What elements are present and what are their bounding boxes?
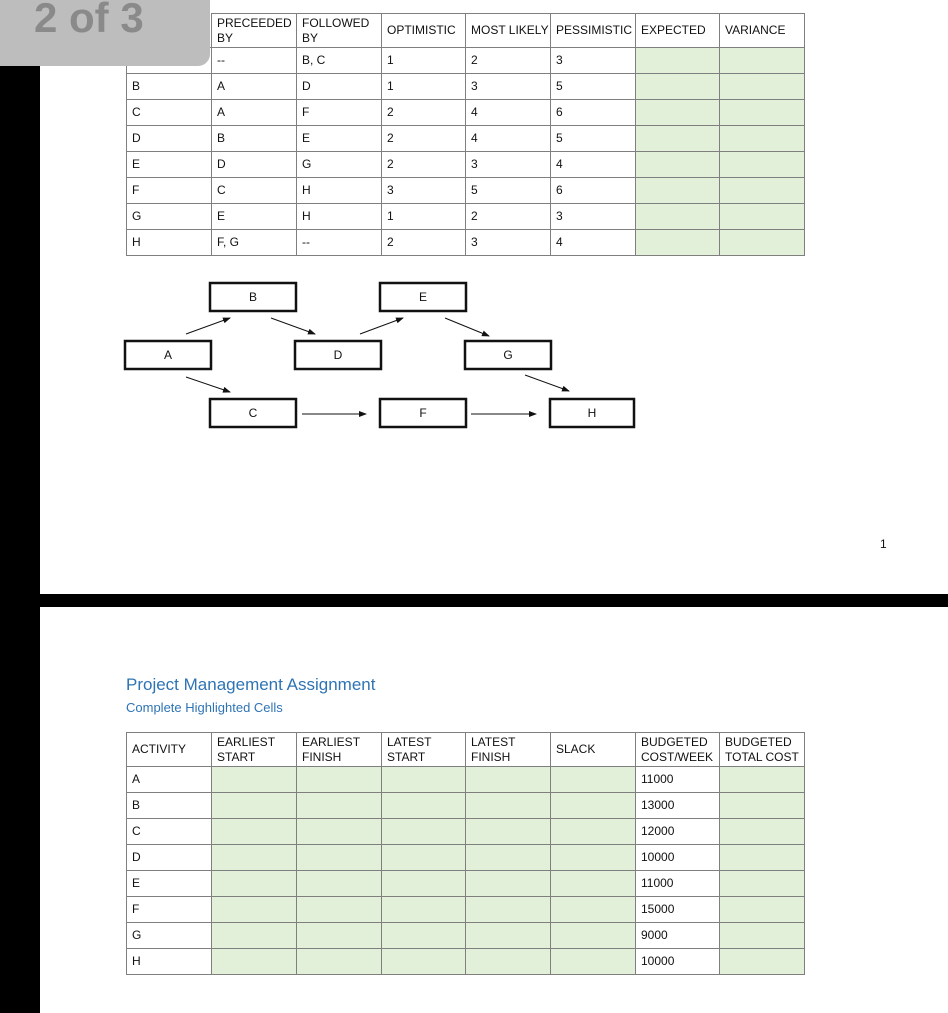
input-cell-latest-start[interactable] (382, 767, 466, 793)
input-cell-latest-start[interactable] (382, 923, 466, 949)
header-activity: ACTIVITY (127, 733, 212, 767)
node-f (380, 399, 466, 427)
input-cell-earliest-start[interactable] (212, 897, 297, 923)
input-cell-latest-finish[interactable] (466, 793, 551, 819)
header-optimistic: OPTIMISTIC (382, 14, 466, 48)
cell-activity: A (127, 767, 212, 793)
node-e (380, 283, 466, 311)
cell-preceeded-by: E (212, 204, 297, 230)
cell-activity: E (127, 152, 212, 178)
input-cell-slack[interactable] (551, 923, 636, 949)
cell-activity: C (127, 100, 212, 126)
node-a-label: A (163, 348, 173, 362)
cell-followed-by: D (297, 74, 382, 100)
cell-budgeted-cost-week: 10000 (636, 949, 720, 975)
header-variance: VARIANCE (720, 14, 805, 48)
table-row (127, 793, 805, 819)
input-cell-latest-finish[interactable] (466, 819, 551, 845)
node-a (125, 341, 211, 369)
input-cell-latest-start[interactable] (382, 949, 466, 975)
cell-followed-by: F (297, 100, 382, 126)
table-row (127, 897, 805, 923)
input-cell-earliest-finish[interactable] (297, 819, 382, 845)
table-row (127, 74, 805, 100)
header-pessimistic: PESSIMISTIC (551, 14, 636, 48)
input-cell-earliest-finish[interactable] (297, 949, 382, 975)
cell-optimistic: 3 (382, 178, 466, 204)
cell-budgeted-cost-week: 11000 (636, 871, 720, 897)
input-cell-earliest-finish[interactable] (297, 767, 382, 793)
cell-followed-by: B, C (297, 48, 382, 74)
input-cell-earliest-start[interactable] (212, 845, 297, 871)
cell-budgeted-cost-week: 10000 (636, 845, 720, 871)
cell-preceeded-by: A (212, 74, 297, 100)
input-cell-earliest-finish[interactable] (297, 793, 382, 819)
table-row (127, 949, 805, 975)
cell-preceeded-by: A (212, 100, 297, 126)
cell-most-likely: 3 (466, 230, 551, 256)
input-cell-expected[interactable] (636, 204, 720, 230)
input-cell-earliest-start[interactable] (212, 871, 297, 897)
cell-activity: H (127, 230, 212, 256)
node-b-label: B (248, 290, 258, 304)
cell-preceeded-by: -- (212, 48, 297, 74)
cell-pessimistic: 3 (551, 204, 636, 230)
input-cell-latest-finish[interactable] (466, 871, 551, 897)
cell-activity: F (127, 178, 212, 204)
table-header-row (127, 733, 805, 767)
cell-followed-by: H (297, 204, 382, 230)
input-cell-expected[interactable] (636, 152, 720, 178)
input-cell-earliest-finish[interactable] (297, 897, 382, 923)
document-page-1 (40, 0, 948, 594)
input-cell-variance[interactable] (720, 204, 805, 230)
input-cell-slack[interactable] (551, 897, 636, 923)
edge-g-h (525, 375, 569, 391)
cell-optimistic: 2 (382, 152, 466, 178)
input-cell-earliest-start[interactable] (212, 923, 297, 949)
cell-preceeded-by: C (212, 178, 297, 204)
table-row (127, 767, 805, 793)
input-cell-latest-finish[interactable] (466, 897, 551, 923)
edge-e-g (445, 318, 489, 336)
document-page-2 (40, 607, 948, 1013)
cell-pessimistic: 6 (551, 100, 636, 126)
cell-preceeded-by: B (212, 126, 297, 152)
input-cell-latest-start[interactable] (382, 819, 466, 845)
cell-activity: C (127, 819, 212, 845)
assignment-title: Project Management Assignment (126, 675, 376, 694)
input-cell-latest-start[interactable] (382, 845, 466, 871)
table-header-row (127, 14, 805, 48)
cell-activity: D (127, 845, 212, 871)
input-cell-earliest-finish[interactable] (297, 871, 382, 897)
table-row (127, 923, 805, 949)
input-cell-expected[interactable] (636, 126, 720, 152)
page-indicator-badge: 2 of 3 (0, 0, 210, 66)
input-cell-earliest-start[interactable] (212, 793, 297, 819)
input-cell-expected[interactable] (636, 74, 720, 100)
header-earliest-start: EARLIEST START (212, 733, 297, 767)
cell-pessimistic: 4 (551, 152, 636, 178)
header-budgeted-cost-week: BUDGETED COST/WEEK (636, 733, 720, 767)
cell-most-likely: 3 (466, 74, 551, 100)
cell-activity: G (127, 923, 212, 949)
table-row (127, 48, 805, 74)
schedule-cost-table (126, 732, 805, 975)
cell-activity: D (127, 126, 212, 152)
cell-pessimistic: 5 (551, 126, 636, 152)
input-cell-variance[interactable] (720, 100, 805, 126)
cell-budgeted-cost-week: 11000 (636, 767, 720, 793)
input-cell-expected[interactable] (636, 230, 720, 256)
cell-optimistic: 2 (382, 100, 466, 126)
cell-most-likely: 5 (466, 178, 551, 204)
node-c-label: C (248, 406, 258, 420)
header-followed-by: FOLLOWED BY (297, 14, 382, 48)
input-cell-variance[interactable] (720, 126, 805, 152)
cell-budgeted-cost-week: 13000 (636, 793, 720, 819)
cell-followed-by: G (297, 152, 382, 178)
cell-optimistic: 2 (382, 230, 466, 256)
cell-pessimistic: 5 (551, 74, 636, 100)
activity-estimates-table (126, 13, 805, 256)
edge-a-c (186, 377, 230, 392)
table-row (127, 871, 805, 897)
input-cell-latest-start[interactable] (382, 793, 466, 819)
input-cell-expected[interactable] (636, 100, 720, 126)
cell-pessimistic: 3 (551, 48, 636, 74)
input-cell-latest-start[interactable] (382, 871, 466, 897)
input-cell-latest-finish[interactable] (466, 767, 551, 793)
cell-budgeted-cost-week: 9000 (636, 923, 720, 949)
cell-preceeded-by: D (212, 152, 297, 178)
cell-activity: E (127, 871, 212, 897)
input-cell-budgeted-total-cost[interactable] (720, 793, 805, 819)
cell-most-likely: 4 (466, 126, 551, 152)
input-cell-slack[interactable] (551, 949, 636, 975)
table-row (127, 230, 805, 256)
input-cell-latest-finish[interactable] (466, 949, 551, 975)
assignment-subtitle: Complete Highlighted Cells (126, 700, 283, 715)
cell-followed-by: -- (297, 230, 382, 256)
table-row (127, 178, 805, 204)
input-cell-variance[interactable] (720, 178, 805, 204)
header-slack: SLACK (551, 733, 636, 767)
node-c (210, 399, 296, 427)
cell-activity: G (127, 204, 212, 230)
header-most-likely: MOST LIKELY (466, 14, 551, 48)
cell-preceeded-by: F, G (212, 230, 297, 256)
input-cell-slack[interactable] (551, 845, 636, 871)
input-cell-latest-start[interactable] (382, 897, 466, 923)
input-cell-latest-finish[interactable] (466, 845, 551, 871)
input-cell-budgeted-total-cost[interactable] (720, 923, 805, 949)
input-cell-slack[interactable] (551, 767, 636, 793)
edge-a-b (186, 318, 230, 334)
node-g (465, 341, 551, 369)
cell-most-likely: 2 (466, 204, 551, 230)
input-cell-variance[interactable] (720, 74, 805, 100)
input-cell-budgeted-total-cost[interactable] (720, 819, 805, 845)
cell-optimistic: 1 (382, 48, 466, 74)
input-cell-budgeted-total-cost[interactable] (720, 897, 805, 923)
node-f-label: F (419, 406, 427, 420)
input-cell-budgeted-total-cost[interactable] (720, 949, 805, 975)
header-preceeded-by: PRECEEDED BY (212, 14, 297, 48)
input-cell-budgeted-total-cost[interactable] (720, 871, 805, 897)
input-cell-slack[interactable] (551, 819, 636, 845)
header-latest-finish: LATEST FINISH (466, 733, 551, 767)
node-b (210, 283, 296, 311)
cell-most-likely: 2 (466, 48, 551, 74)
table-row (127, 845, 805, 871)
cell-optimistic: 2 (382, 126, 466, 152)
input-cell-earliest-finish[interactable] (297, 845, 382, 871)
cell-optimistic: 1 (382, 74, 466, 100)
table-row (127, 126, 805, 152)
node-g-label: G (503, 348, 513, 362)
node-h-label: H (587, 406, 597, 420)
input-cell-slack[interactable] (551, 793, 636, 819)
cell-activity: B (127, 74, 212, 100)
table-row (127, 819, 805, 845)
cell-pessimistic: 4 (551, 230, 636, 256)
input-cell-earliest-finish[interactable] (297, 923, 382, 949)
header-earliest-finish: EARLIEST FINISH (297, 733, 382, 767)
table-row (127, 152, 805, 178)
input-cell-earliest-start[interactable] (212, 819, 297, 845)
input-cell-earliest-start[interactable] (212, 949, 297, 975)
edge-b-d (271, 318, 315, 334)
cell-followed-by: H (297, 178, 382, 204)
input-cell-variance[interactable] (720, 152, 805, 178)
node-e-label: E (418, 290, 428, 304)
input-cell-latest-finish[interactable] (466, 923, 551, 949)
page-number: 1 (880, 537, 887, 551)
node-d-label: D (333, 348, 343, 362)
header-latest-start: LATEST START (382, 733, 466, 767)
cell-followed-by: E (297, 126, 382, 152)
cell-activity: B (127, 793, 212, 819)
header-expected: EXPECTED (636, 14, 720, 48)
input-cell-expected[interactable] (636, 178, 720, 204)
activity-network-diagram (40, 270, 948, 440)
cell-activity: F (127, 897, 212, 923)
input-cell-variance[interactable] (720, 230, 805, 256)
cell-optimistic: 1 (382, 204, 466, 230)
input-cell-budgeted-total-cost[interactable] (720, 767, 805, 793)
node-h (550, 399, 634, 427)
cell-budgeted-cost-week: 15000 (636, 897, 720, 923)
table-row (127, 204, 805, 230)
cell-budgeted-cost-week: 12000 (636, 819, 720, 845)
cell-activity: H (127, 949, 212, 975)
input-cell-earliest-start[interactable] (212, 767, 297, 793)
input-cell-expected[interactable] (636, 48, 720, 74)
input-cell-variance[interactable] (720, 48, 805, 74)
cell-most-likely: 4 (466, 100, 551, 126)
edge-d-e (360, 318, 403, 334)
node-d (295, 341, 381, 369)
table-row (127, 100, 805, 126)
input-cell-slack[interactable] (551, 871, 636, 897)
input-cell-budgeted-total-cost[interactable] (720, 845, 805, 871)
header-budgeted-total-cost: BUDGETED TOTAL COST (720, 733, 805, 767)
cell-most-likely: 3 (466, 152, 551, 178)
cell-pessimistic: 6 (551, 178, 636, 204)
